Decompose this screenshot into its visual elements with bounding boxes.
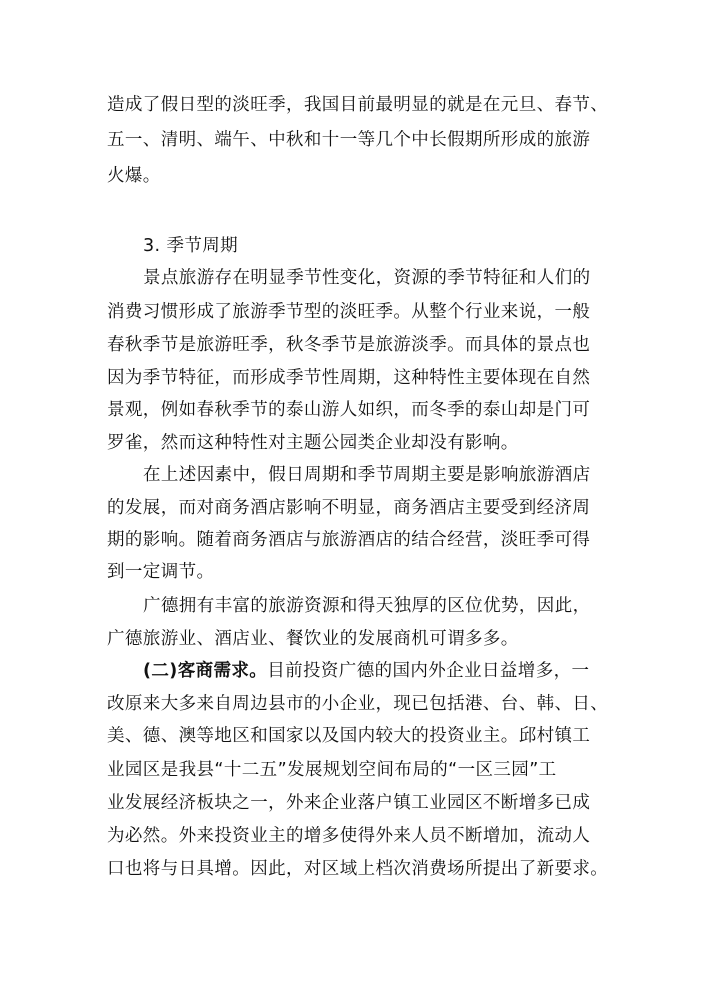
text-line: 美、德、澳等地区和国家以及国内较大的投资业主。邱村镇工 — [107, 726, 591, 746]
text-line: 广德拥有丰富的旅游资源和得天独厚的区位优势，因此， — [143, 596, 591, 616]
text-line: 五一、清明、端午、中秋和十一等几个中长假期所形成的旅游 — [107, 130, 591, 150]
text-line: 期的影响。随着商务酒店与旅游酒店的结合经营，淡旺季可得 — [107, 530, 591, 550]
text-line: 景点旅游存在明显季节性变化，资源的季节特征和人们的 — [143, 268, 591, 288]
text-line: 广德旅游业、酒店业、餐饮业的发展商机可谓多多。 — [107, 629, 519, 649]
text-line: 为必然。外来投资业主的增多使得外来人员不断增加，流动人 — [107, 826, 591, 846]
text-line — [143, 657, 589, 682]
text-line: 消费习惯形成了旅游季节型的淡旺季。从整个行业来说，一般 — [107, 302, 591, 322]
text-line: 景观，例如春秋季节的泰山游人如织，而冬季的泰山却是门可 — [107, 400, 591, 420]
text-line: 改原来大多来自周边县市的小企业，现已包括港、台、韩、日、 — [107, 694, 609, 714]
text-span: 目前投资广德的国内外企业日益增多，一 — [267, 661, 590, 681]
text-line: 造成了假日型的淡旺季，我国目前最明显的就是在元旦、春节、 — [107, 95, 609, 115]
text-line: 口也将与日具增。因此，对区域上档次消费场所提出了新要求。 — [107, 859, 609, 879]
text-line: 的发展，而对商务酒店影响不明显，商务酒店主要受到经济周 — [107, 498, 591, 518]
subsection-heading: (二)客商需求。 — [143, 661, 268, 681]
text-line: 在上述因素中，假日周期和季节周期主要是影响旅游酒店 — [143, 465, 591, 485]
text-line: 罗雀，然而这种特性对主题公园类企业却没有影响。 — [107, 433, 519, 453]
text-line: 火爆。 — [107, 166, 161, 186]
text-line: 因为季节特征，而形成季节性周期，这种特性主要体现在自然 — [107, 368, 591, 388]
text-line: 业园区是我县“十二五”发展规划空间布局的“一区三园”工 — [107, 760, 557, 780]
section-heading: 3. 季节周期 — [143, 236, 239, 256]
text-line: 到一定调节。 — [107, 562, 215, 582]
text-line: 业发展经济板块之一，外来企业落户镇工业园区不断增多已成 — [107, 793, 591, 813]
text-line: 春秋季节是旅游旺季，秋冬季节是旅游淡季。而具体的景点也 — [107, 335, 591, 355]
